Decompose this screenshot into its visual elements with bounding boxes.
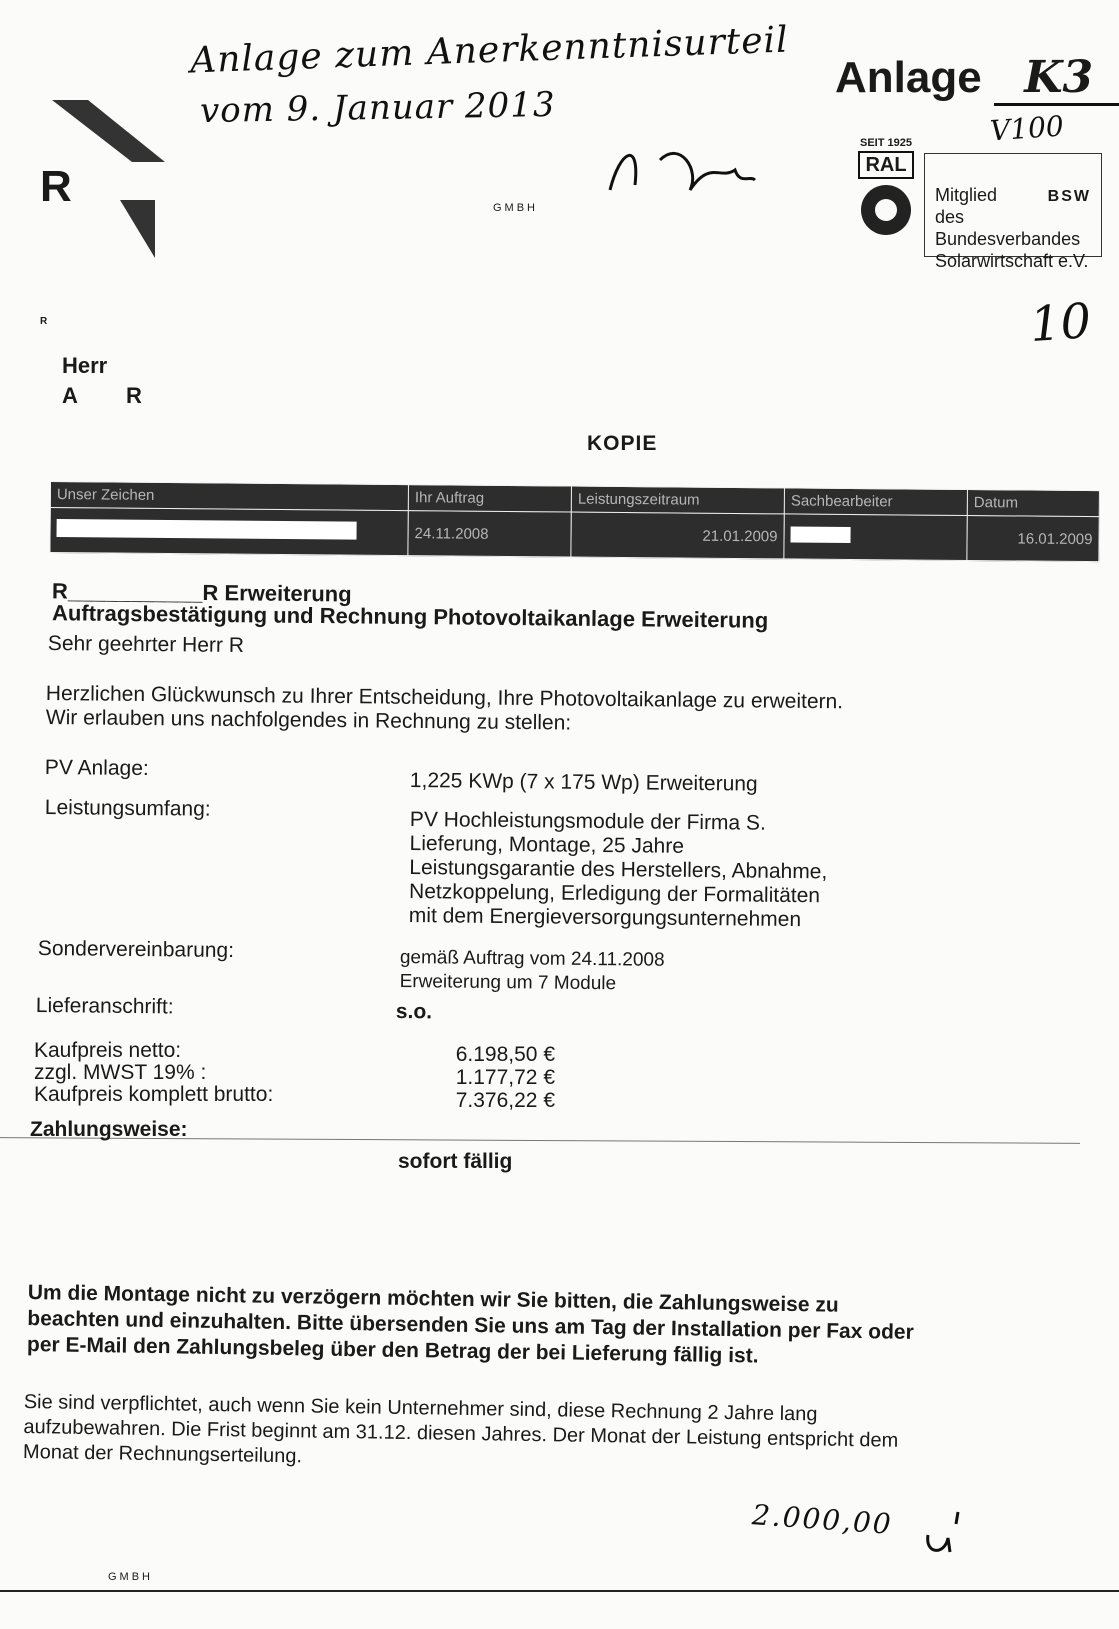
handwritten-date-note: vom 9. Januar 2013 (199, 84, 556, 132)
annex-label (835, 52, 1119, 106)
invoice-info-table (49, 481, 1100, 562)
pv-label: PV Anlage: (44, 756, 149, 781)
scope-text (409, 808, 828, 932)
invoice-subject: Auftragsbestätigung und Rechnung Photovoltaikanlage Erweiterung (51, 600, 769, 633)
ral-badge (856, 137, 916, 255)
header-ihr-auftrag: Ihr Auftrag (408, 485, 571, 512)
handwritten-check-mark (920, 1500, 970, 1560)
handwritten-amount: 2.000,00 (751, 1498, 894, 1541)
ral-label: RAL (858, 151, 914, 179)
vat-value: 1.177,72 € (455, 1066, 555, 1089)
value-sachbearbeiter-redacted (784, 514, 967, 561)
recipient-salutation: Herr (62, 353, 108, 378)
value-leistungszeitraum: 21.01.2009 (571, 512, 784, 559)
payment-notice: Um die Montage nicht zu verzögern möchten wir Sie bitten, die Zahlungsweise zu beachten und einzuhalten. Bitte übersenden Sie uns am Tag der Installation per Fax oder per E-Mail den Zahlungsbeleg über den Betrag der bei Lieferung fällig ist. (26, 1280, 914, 1368)
header-datum: Datum (967, 490, 1099, 517)
vat-label: zzgl. MWST 19% : (34, 1061, 207, 1084)
delivery-address-value: s.o. (395, 1000, 433, 1024)
redaction-bar (57, 519, 357, 540)
gross-price-label: Kaufpreis komplett brutto: (34, 1083, 274, 1106)
greeting: Sehr geehrter Herr R (47, 632, 245, 658)
header-leistungszeitraum: Leistungszeitraum (571, 486, 784, 514)
value-unser-zeichen-redacted (50, 508, 408, 556)
annex-label-text: Anlage (835, 53, 982, 102)
bsw-membership-box (924, 153, 1102, 271)
delivery-address-label: Lieferanschrift: (35, 994, 174, 1019)
scope-label: Leistungsumfang: (44, 796, 211, 821)
payment-method-label: Zahlungsweise: (30, 1118, 188, 1141)
handwritten-annex-note: Anlage zum Anerkenntnisurteil (189, 19, 790, 82)
value-datum: 16.01.2009 (967, 516, 1099, 562)
special-line-2: Erweiterung um 7 Module (399, 970, 617, 995)
price-labels (34, 1040, 273, 1106)
net-price-label: Kaufpreis netto: (34, 1039, 182, 1062)
intro-line-2: Wir erlauben uns nachfolgendes in Rechnung zu stellen: (45, 706, 572, 735)
handwritten-ref-mark: V100 (988, 109, 1065, 148)
membership-line-2: des Bundesverbandes (935, 207, 1081, 249)
pv-value: 1,225 KWp (7 x 175 Wp) Erweiterung (409, 769, 758, 796)
annex-number: K3 (994, 52, 1119, 106)
intro-line-1: Herzlichen Glückwunsch zu Ihrer Entscheidung, Ihre Photovoltaikanlage zu erweitern. (45, 682, 844, 714)
gross-price-value: 7.376,22 € (455, 1089, 555, 1112)
price-values (395, 1043, 555, 1112)
scope-line-2: Lieferung, Montage, 25 Jahre (409, 831, 685, 858)
membership-line-1: Mitglied (935, 185, 998, 205)
special-agreement-text (399, 946, 664, 997)
ral-seal-icon (861, 185, 911, 235)
ral-since-text: SEIT 1925 (860, 137, 912, 149)
value-ihr-auftrag: 24.11.2008 (408, 511, 571, 557)
bsw-logo: BSW (1047, 188, 1091, 205)
recipient-name: A R (62, 383, 142, 408)
payment-method-value: sofort fällig (398, 1150, 513, 1173)
storage-notice: Sie sind verpflichtet, auch wenn Sie kein Unternehmer sind, diese Rechnung 2 Jahre lang aufzubewahren. Die Frist beginnt am 31.12. diesen Jahres. Der Monat der Leistung entspricht dem Monat der Rechnungserteilung. (22, 1390, 899, 1468)
header-sachbearbeiter: Sachbearbeiter (784, 488, 967, 516)
handwritten-page-number: 10 (1028, 292, 1093, 354)
membership-line-3: Solarwirtschaft e.V. (935, 251, 1089, 271)
sender-mark: R (40, 316, 48, 327)
handwritten-signature (600, 130, 760, 210)
footer-gmbh-label: GMBH (108, 1571, 153, 1583)
project-line: R___________R Erweiterung (51, 578, 352, 607)
special-line-1: gemäß Auftrag vom 24.11.2008 (399, 946, 665, 971)
copy-stamp: KOPIE (587, 432, 658, 455)
scope-line-3: Leistungsgarantie des Herstellers, Abnahme, (409, 855, 828, 884)
header-unser-zeichen: Unser Zeichen (50, 482, 408, 511)
redaction-bar (790, 526, 850, 543)
scope-line-5: mit dem Energieversorgungsunternehmen (408, 903, 802, 932)
net-price-value: 6.198,50 € (455, 1043, 555, 1066)
company-logo-letter: R (40, 162, 72, 211)
scope-line-4: Netzkoppelung, Erledigung der Formalitäten (409, 879, 821, 908)
scope-line-1: PV Hochleistungsmodule der Firma S. (409, 808, 766, 835)
special-agreement-label: Sondervereinbarung: (37, 937, 235, 963)
footer-rule (0, 1590, 1119, 1592)
company-gmbh-label: GMBH (493, 202, 538, 214)
